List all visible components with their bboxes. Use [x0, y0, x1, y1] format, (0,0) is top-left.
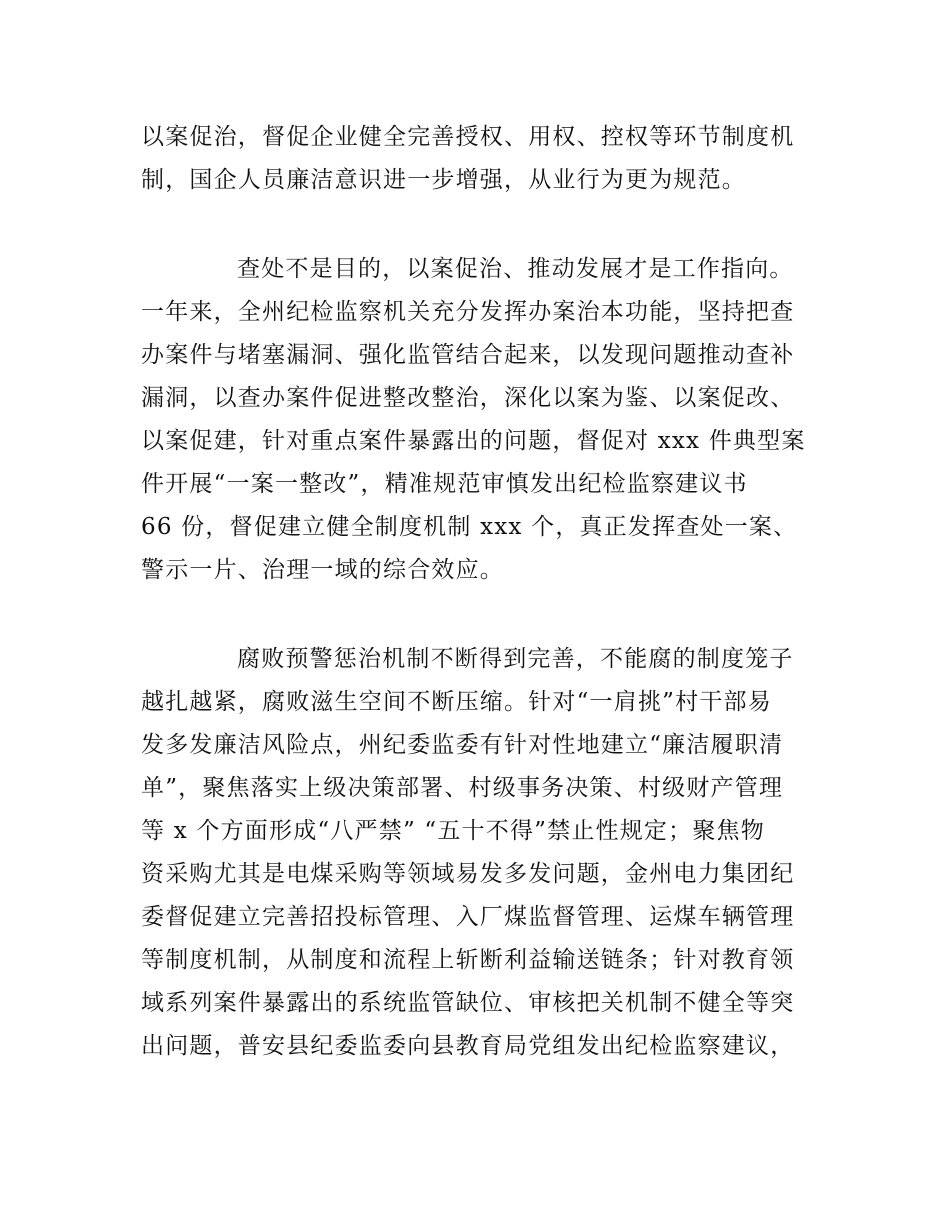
- text-line-indented: 查处不是目的，以案促治、推动发展才是工作指向。: [237, 256, 794, 282]
- paragraph-3: [141, 638, 821, 1068]
- text-line: 以案促治，督促企业健全完善授权、用权、控权等环节制度机: [141, 124, 795, 150]
- text-line: 域系列案件暴露出的系统监管缺位、审核把关机制不健全等突: [141, 990, 795, 1016]
- text-line: 等制度机制，从制度和流程上斩断利益输送链条；针对教育领: [141, 947, 795, 973]
- text-line-indented: 腐败预警惩治机制不断得到完善，不能腐的制度笼子: [237, 646, 794, 672]
- text-line: 以案促建，针对重点案件暴露出的问题，督促对 xxx 件典型案: [141, 428, 806, 454]
- text-line: 漏洞，以查办案件促进整改整治，深化以案为鉴、以案促改、: [141, 385, 795, 411]
- text-line: 发多发廉洁风险点，州纪委监委有针对性地建立“廉洁履职清: [141, 732, 784, 758]
- text-line: 警示一片、治理一域的综合效应。: [141, 557, 504, 583]
- text-line: 件开展“一案一整改”，精准规范审慎发出纪检监察建议书: [141, 471, 748, 497]
- text-line: 委督促建立完善招投标管理、入厂煤监督管理、运煤车辆管理: [141, 904, 795, 930]
- text-line: 出问题，普安县纪委监委向县教育局党组发出纪检监察建议，: [141, 1033, 795, 1059]
- text-line: 资采购尤其是电煤采购等领域易发多发问题，金州电力集团纪: [141, 861, 795, 887]
- text-line: 66 份，督促建立健全制度机制 xxx 个，真正发挥查处一案、: [141, 514, 798, 540]
- paragraph-2: [141, 248, 821, 592]
- text-line: 越扎越紧，腐败滋生空间不断压缩。针对“一肩挑”村干部易: [141, 689, 772, 715]
- text-line: 办案件与堵塞漏洞、强化监管结合起来，以发现问题推动查补: [141, 342, 795, 368]
- text-line: 制，国企人员廉洁意识进一步增强，从业行为更为规范。: [141, 167, 746, 193]
- text-line: 等 x 个方面形成“八严禁” “五十不得”禁止性规定；聚焦物: [141, 818, 765, 844]
- text-line: 一年来，全州纪检监察机关充分发挥办案治本功能，坚持把查: [141, 299, 795, 325]
- text-line: 单”，聚焦落实上级决策部署、村级事务决策、村级财产管理: [141, 775, 784, 801]
- paragraph-1: [141, 116, 821, 202]
